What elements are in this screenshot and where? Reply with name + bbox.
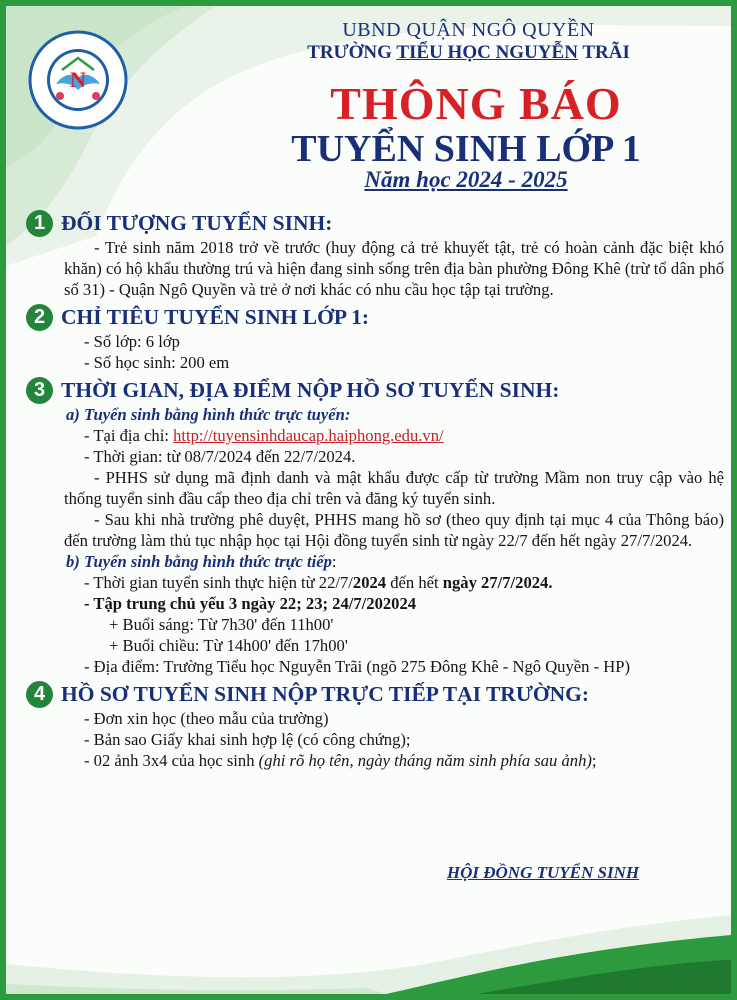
online-address	[34, 425, 724, 446]
enrollment-location: - Địa điểm: Trường Tiểu học Nguyễn Trãi (ngõ 275 Đông Khê - Ngô Quyền - HP)	[84, 657, 630, 676]
bottom-wave-decoration	[6, 904, 737, 994]
document-photos-suffix: ;	[591, 751, 597, 770]
section-1-heading	[34, 209, 724, 237]
school-name-prefix: TRƯỜNG	[307, 42, 397, 63]
class-count: - Số lớp: 6 lớp	[84, 332, 180, 351]
document-birth-certificate: - Bản sao Giấy khai sinh hợp lệ (có công chứng);	[84, 730, 411, 749]
logo-letter: N	[70, 67, 86, 92]
district-name: UBND QUẬN NGÔ QUYỀN	[342, 19, 595, 41]
enrollment-council-signature: HỘI ĐỒNG TUYỂN SINH	[446, 863, 640, 882]
school-name-suffix: TRÃI	[577, 42, 630, 63]
online-instruction-2: - Sau khi nhà trường phê duyệt, PHHS mang hồ sơ (theo quy định tại mục 4 của Thông báo) đến trường làm thủ tục nhập học tại Hội đồng tuyển sinh từ ngày 22/7 đến hết ngày 27/7/2024.	[64, 510, 724, 550]
section-3-number: 3	[26, 377, 53, 404]
section-1-number: 1	[26, 210, 53, 237]
enrollment-portal-link[interactable]: http://tuyensinhdaucap.haiphong.edu.vn/	[173, 426, 444, 445]
direct-time-mid: đến hết	[386, 573, 443, 592]
student-count: - Số học sinh: 200 em	[84, 353, 230, 372]
section-1-title: ĐỐI TƯỢNG TUYỂN SINH:	[61, 211, 333, 235]
enrollment-title: TUYỂN SINH LỚP 1	[291, 128, 641, 170]
direct-enrollment-heading	[34, 551, 724, 572]
direct-enrollment-heading-text: b) Tuyển sinh bằng hình thức trực tiếp	[66, 552, 332, 571]
section-4-heading	[34, 680, 724, 708]
focus-days: - Tập trung chủ yếu 3 ngày 22; 23; 24/7/202024	[84, 594, 417, 613]
document-photos-prefix: - 02 ảnh 3x4 của học sinh	[84, 751, 259, 770]
section-3-title: THỜI GIAN, ĐỊA ĐIỂM NỘP HỒ SƠ TUYỂN SINH:	[61, 378, 560, 402]
section-2-heading	[34, 303, 724, 331]
online-instruction-1: - PHHS sử dụng mã định danh và mật khẩu được cấp từ trường Mầm non truy cập vào hệ thống tuyển sinh đầu cấp theo địa chỉ trên và đăng ký tuyển sinh.	[64, 468, 724, 508]
section-3-heading	[34, 376, 724, 404]
section-2-title: CHỈ TIÊU TUYỂN SINH LỚP 1:	[61, 305, 370, 329]
morning-hours: + Buổi sáng: Từ 7h30' đến 11h00'	[109, 615, 334, 634]
direct-enrollment-heading-colon: :	[331, 552, 337, 571]
direct-time-year: 2024	[352, 573, 387, 592]
school-year	[276, 166, 656, 194]
section-4-number: 4	[26, 681, 53, 708]
section-2-number: 2	[26, 304, 53, 331]
document-photos	[34, 750, 724, 771]
section-1-body: - Trẻ sinh năm 2018 trở về trước (huy động cả trẻ khuyết tật, trẻ có hoàn cảnh đặc biệt khó khăn) có hộ khẩu thường trú và hiện đang sinh sống trên địa bàn phường Đông Khê (trừ tổ dân phố số 31) - Quận Ngô Quyền và trẻ ở nơi khác có nhu cầu học tập tại trường.	[64, 238, 724, 299]
direct-time-prefix: - Thời gian tuyển sinh thực hiện từ 22/7/	[84, 573, 353, 592]
online-enrollment-heading: a) Tuyển sinh bằng hình thức trực tuyến:	[66, 405, 351, 424]
section-4-title: HỒ SƠ TUYỂN SINH NỘP TRỰC TIẾP TẠI TRƯỜNG:	[61, 682, 590, 706]
document-photos-note: (ghi rõ họ tên, ngày tháng năm sinh phía sau ảnh)	[258, 751, 592, 770]
announcement-body	[34, 209, 724, 771]
announcement-title: THÔNG BÁO	[330, 78, 622, 129]
school-logo	[28, 30, 128, 130]
direct-time-end: ngày 27/7/2024.	[442, 573, 553, 592]
afternoon-hours: + Buổi chiều: Từ 14h00' đến 17h00'	[109, 636, 348, 655]
school-name-underlined: TIỂU HỌC NGUYỄN	[396, 42, 578, 63]
school-name	[196, 41, 737, 65]
online-time: - Thời gian: từ 08/7/2024 đến 22/7/2024.	[84, 447, 356, 466]
direct-time	[34, 572, 724, 593]
school-year-text: Năm học 2024 - 2025	[364, 167, 568, 192]
document-application-form: - Đơn xin học (theo mẫu của trường)	[84, 709, 329, 728]
online-address-label: - Tại địa chỉ:	[84, 426, 174, 445]
header	[196, 19, 737, 65]
